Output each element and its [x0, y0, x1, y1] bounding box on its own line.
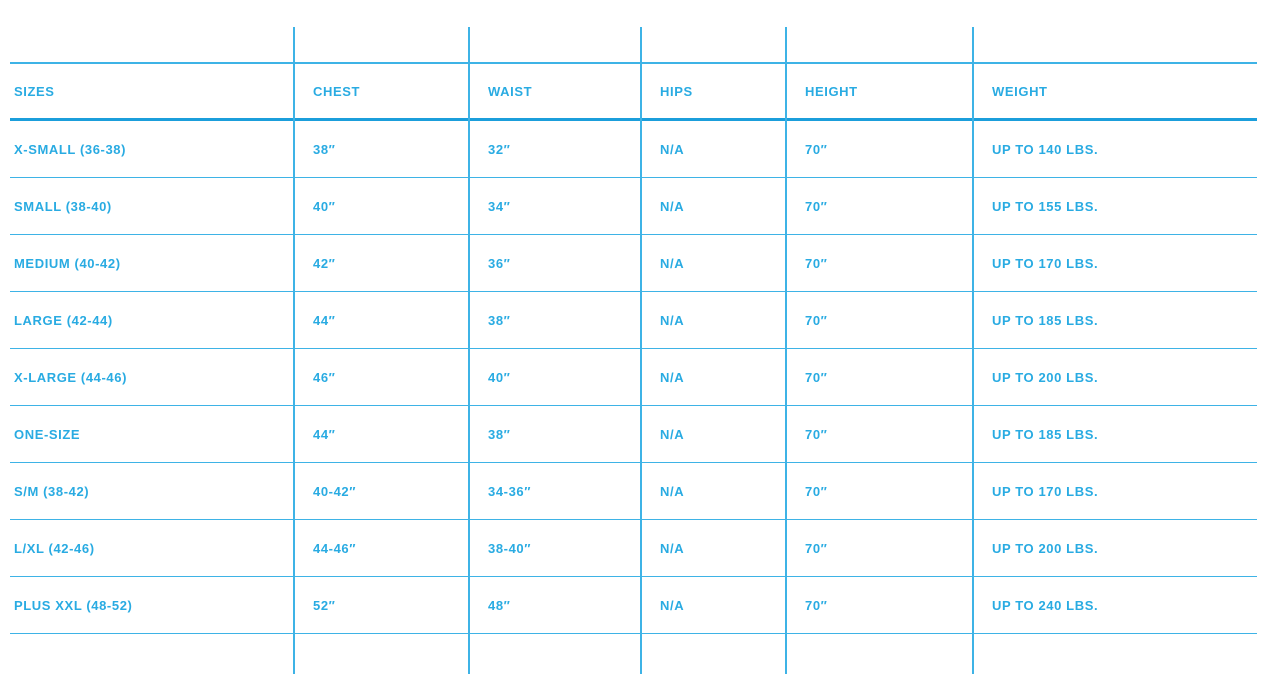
column-header-height: HEIGHT	[805, 83, 858, 99]
cell-height: 70″	[805, 198, 828, 214]
column-header-hips: HIPS	[660, 83, 693, 99]
column-divider-line	[468, 27, 470, 674]
column-header-waist: WAIST	[488, 83, 533, 99]
cell-hips: N/A	[660, 198, 685, 214]
cell-hips: N/A	[660, 540, 685, 556]
cell-weight: UP TO 155 LBS.	[992, 198, 1099, 214]
table-row	[10, 292, 1257, 349]
cell-waist: 32″	[488, 141, 511, 157]
cell-chest: 44″	[313, 312, 336, 328]
cell-size: S/M (38-42)	[14, 483, 90, 499]
cell-hips: N/A	[660, 597, 685, 613]
cell-chest: 44-46″	[313, 540, 357, 556]
size-chart-table	[10, 62, 1257, 634]
cell-height: 70″	[805, 312, 828, 328]
cell-size: LARGE (42-44)	[14, 312, 113, 328]
cell-weight: UP TO 200 LBS.	[992, 369, 1099, 385]
cell-size: L/XL (42-46)	[14, 540, 95, 556]
cell-waist: 38″	[488, 426, 511, 442]
table-row	[10, 577, 1257, 634]
cell-weight: UP TO 185 LBS.	[992, 426, 1099, 442]
cell-waist: 48″	[488, 597, 511, 613]
cell-waist: 40″	[488, 369, 511, 385]
cell-hips: N/A	[660, 426, 685, 442]
cell-size: SMALL (38-40)	[14, 198, 112, 214]
column-divider-line	[293, 27, 295, 674]
cell-waist: 38-40″	[488, 540, 532, 556]
table-row	[10, 121, 1257, 178]
column-divider-line	[972, 27, 974, 674]
cell-hips: N/A	[660, 369, 685, 385]
cell-waist: 34″	[488, 198, 511, 214]
cell-weight: UP TO 140 LBS.	[992, 141, 1099, 157]
cell-hips: N/A	[660, 141, 685, 157]
cell-size: PLUS XXL (48-52)	[14, 597, 133, 613]
table-header-row	[10, 64, 1257, 121]
column-divider-line	[785, 27, 787, 674]
cell-size: MEDIUM (40-42)	[14, 255, 121, 271]
cell-chest: 40″	[313, 198, 336, 214]
cell-chest: 42″	[313, 255, 336, 271]
cell-waist: 36″	[488, 255, 511, 271]
cell-size: X-SMALL (36-38)	[14, 141, 127, 157]
cell-chest: 40-42″	[313, 483, 357, 499]
cell-height: 70″	[805, 540, 828, 556]
cell-weight: UP TO 170 LBS.	[992, 255, 1099, 271]
cell-size: ONE-SIZE	[14, 426, 81, 442]
cell-hips: N/A	[660, 483, 685, 499]
cell-chest: 44″	[313, 426, 336, 442]
column-header-chest: CHEST	[313, 83, 361, 99]
cell-chest: 46″	[313, 369, 336, 385]
table-row	[10, 463, 1257, 520]
cell-weight: UP TO 185 LBS.	[992, 312, 1099, 328]
column-header-weight: WEIGHT	[992, 83, 1048, 99]
cell-waist: 38″	[488, 312, 511, 328]
column-divider-line	[640, 27, 642, 674]
cell-chest: 38″	[313, 141, 336, 157]
cell-chest: 52″	[313, 597, 336, 613]
table-row	[10, 520, 1257, 577]
table-row	[10, 178, 1257, 235]
cell-weight: UP TO 170 LBS.	[992, 483, 1099, 499]
cell-height: 70″	[805, 426, 828, 442]
cell-height: 70″	[805, 597, 828, 613]
cell-waist: 34-36″	[488, 483, 532, 499]
cell-height: 70″	[805, 369, 828, 385]
table-body	[10, 121, 1257, 634]
table-row	[10, 349, 1257, 406]
cell-height: 70″	[805, 483, 828, 499]
cell-weight: UP TO 240 LBS.	[992, 597, 1099, 613]
table-row	[10, 406, 1257, 463]
cell-hips: N/A	[660, 312, 685, 328]
cell-hips: N/A	[660, 255, 685, 271]
column-header-sizes: SIZES	[14, 83, 55, 99]
cell-size: X-LARGE (44-46)	[14, 369, 128, 385]
cell-height: 70″	[805, 255, 828, 271]
table-row	[10, 235, 1257, 292]
cell-weight: UP TO 200 LBS.	[992, 540, 1099, 556]
cell-height: 70″	[805, 141, 828, 157]
